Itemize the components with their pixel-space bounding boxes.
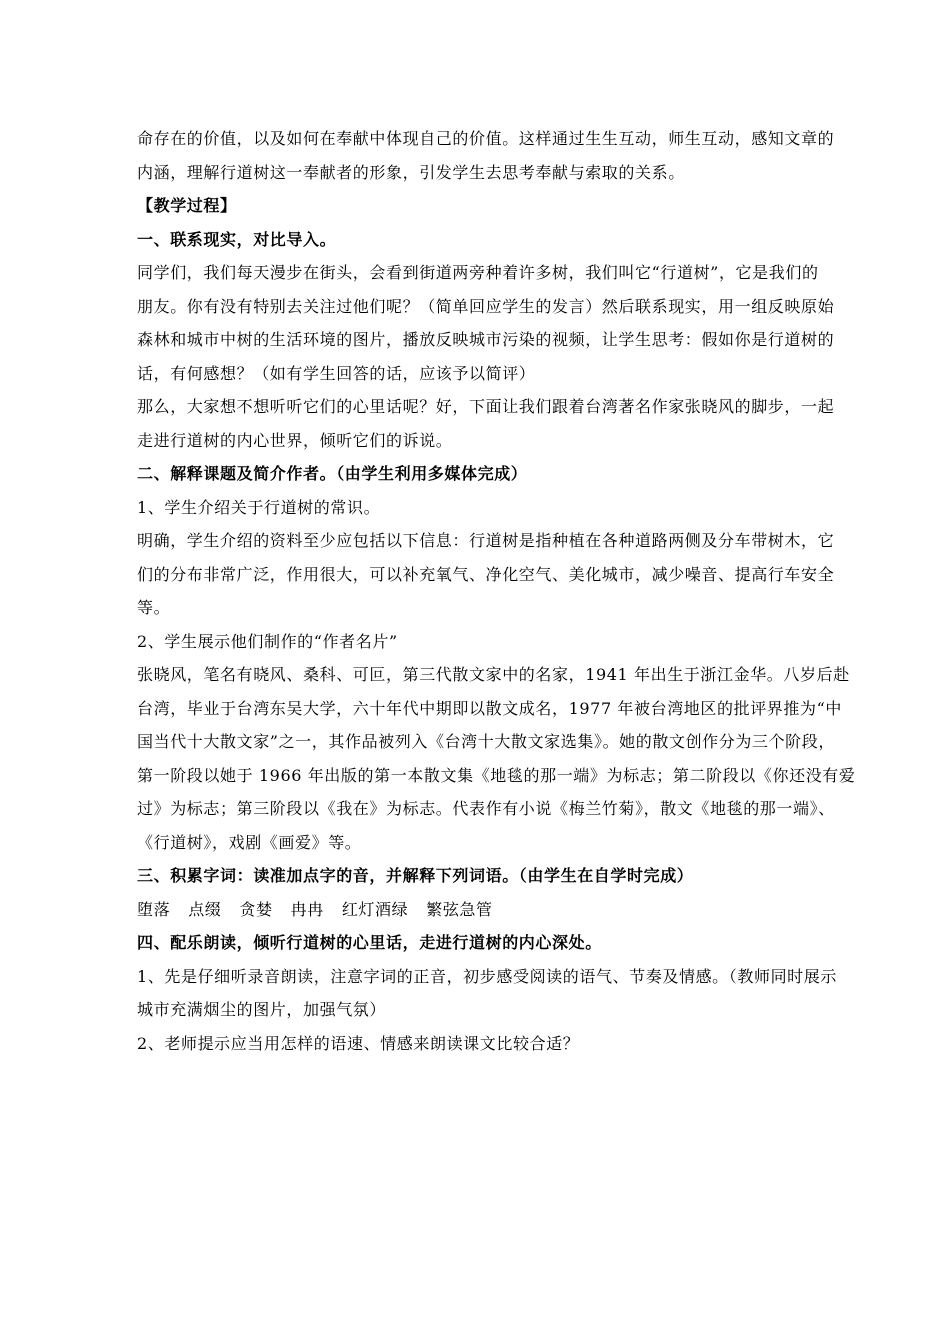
paragraph-line: 森林和城市中树的生活环境的图片，播放反映城市污染的视频，让学生思考：假如你是行道树的 — [137, 330, 835, 349]
vocabulary-list — [137, 893, 852, 927]
paragraph-line: 第一阶段以她于 1966 年出版的第一本散文集《地毯的那一端》为标志；第二阶段以《你还没有爱 — [137, 765, 856, 785]
paragraph-line: 同学们，我们每天漫步在街头，会看到街道两旁种着许多树，我们叫它“行道树”，它是我们的 — [137, 263, 819, 282]
vocabulary-word: 贪婪 — [239, 899, 273, 919]
paragraph-line: 明确，学生介绍的资料至少应包括以下信息：行道树是指种植在各种道路两侧及分车带树木，它 — [137, 531, 835, 550]
document-body — [137, 122, 856, 1060]
section-heading-3: 三、积累字词：读准加点字的音，并解释下列词语。（由学生在自学时完成） — [137, 866, 694, 885]
intro-line: 命存在的价值，以及如何在奉献中体现自己的价值。这样通过生生互动，师生互动，感知文章的 — [137, 129, 835, 148]
vocabulary-word: 堕落 — [137, 899, 171, 919]
section-heading-1: 一、联系现实，对比导入。 — [137, 229, 337, 249]
paragraph-line: 《行道树》，戏剧《画爱》等。 — [137, 832, 362, 852]
paragraph-line: 等。 — [137, 598, 171, 617]
paragraph-line: 台湾，毕业于台湾东吴大学，六十年代中期即以散文成名，1977 年被台湾地区的批评界推为“中 — [137, 698, 842, 718]
paragraph-line: 国当代十大散文家”之一，其作品被列入《台湾十大散文家选集》。她的散文创作分为三个阶段， — [137, 732, 835, 751]
section-heading-4: 四、配乐朗读，倾听行道树的心里话，走进行道树的内心深处。 — [137, 933, 602, 952]
intro-line: 内涵，理解行道树这一奉献者的形象，引发学生去思考奉献与索取的关系。 — [137, 162, 685, 182]
paragraph-line: 话，有何感想？（如有学生回答的话，应该予以简评） — [137, 363, 536, 383]
paragraph-line: 朋友。你有没有特别去关注过他们呢？（简单回应学生的发言）然后联系现实，用一组反映原始 — [137, 296, 835, 316]
paragraph-line: 张晓风，笔名有晓风、桑科、可叵，第三代散文家中的名家，1941 年出生于浙江金华。八岁后赴 — [137, 665, 850, 684]
paragraph-line: 们的分布非常广泛，作用很大，可以补充氧气、净化空气、美化城市，减少噪音、提高行车安全 — [137, 564, 835, 584]
paragraph-line: 城市充满烟尘的图片，加强气氛） — [137, 1000, 387, 1019]
paragraph-line: 2、老师提示应当用怎样的语速、情感来朗读课文比较合适？ — [137, 1033, 580, 1053]
paragraph-line: 过》为标志；第三阶段以《我在》为标志。代表作有小说《梅兰竹菊》，散文《地毯的那一端》、 — [137, 799, 835, 818]
paragraph-line: 1、先是仔细听录音朗读，注意字词的正音，初步感受阅读的语气、节奏及情感。（教师同时展示 — [137, 966, 837, 986]
vocabulary-word: 点缀 — [188, 899, 222, 919]
vocabulary-word: 冉冉 — [290, 899, 324, 919]
paragraph-line: 那么，大家想不想听听它们的心里话呢？好，下面让我们跟着台湾著名作家张晓风的脚步，一起 — [137, 397, 835, 416]
paragraph-line: 1、学生介绍关于行道树的常识。 — [137, 497, 381, 517]
vocabulary-word: 红灯酒绿 — [341, 899, 409, 919]
section-heading-2: 二、解释课题及简介作者。（由学生利用多媒体完成） — [137, 464, 528, 483]
paragraph-line: 2、学生展示他们制作的“作者名片” — [137, 631, 398, 651]
paragraph-line: 走进行道树的内心世界，倾听它们的诉说。 — [137, 430, 453, 450]
vocabulary-word: 繁弦急管 — [426, 899, 493, 919]
process-heading: 【教学过程】 — [137, 196, 237, 215]
